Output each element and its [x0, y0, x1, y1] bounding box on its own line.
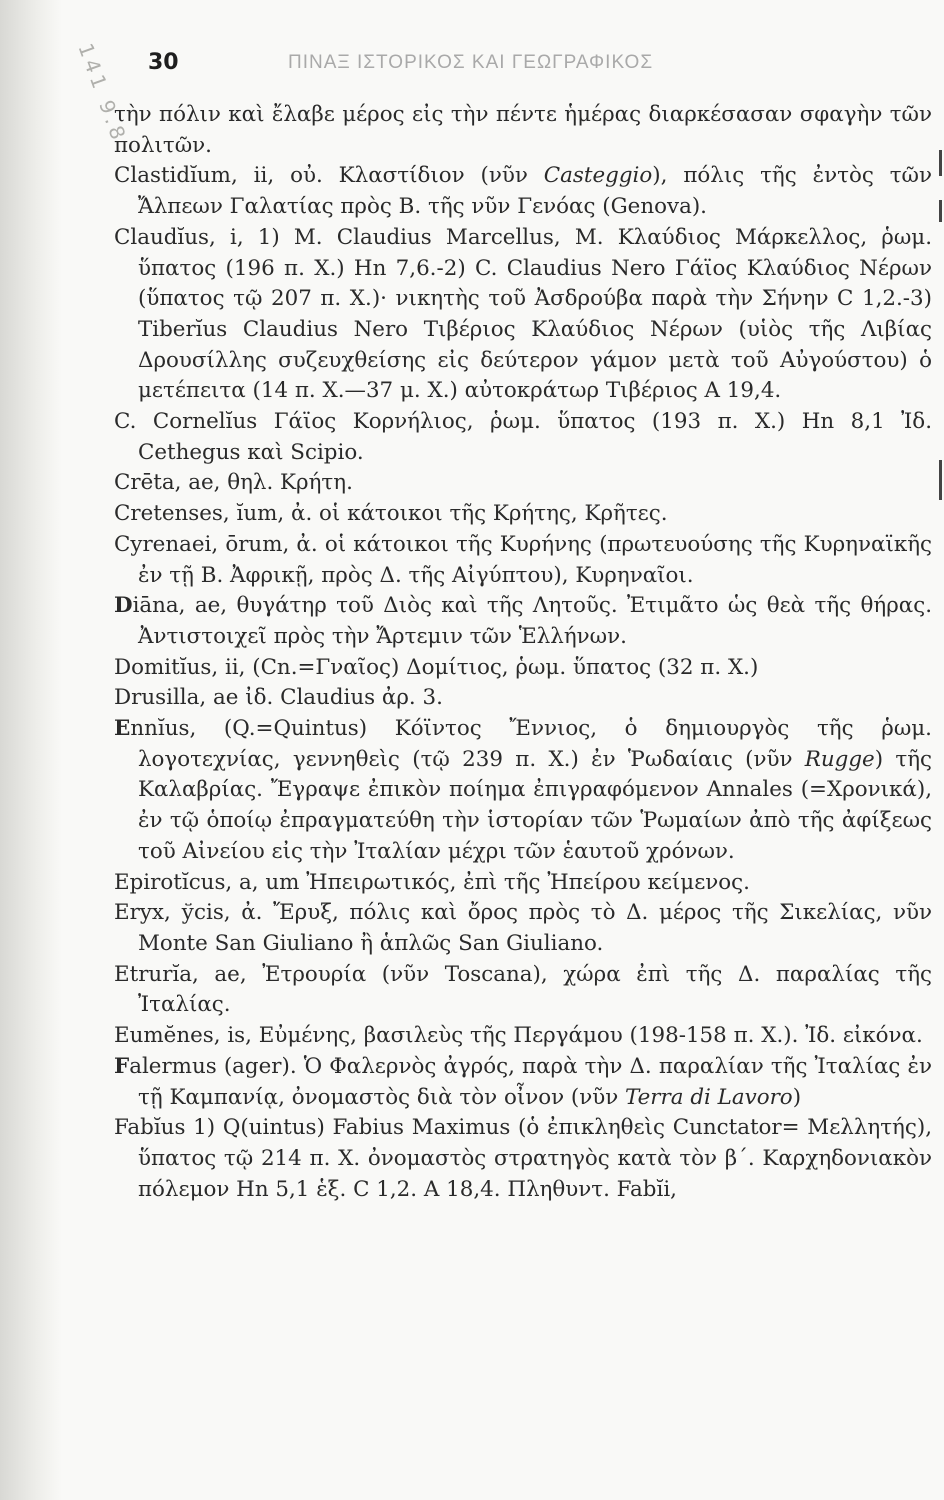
glossary-text [114, 100, 932, 1205]
glossary-entry [114, 1021, 932, 1052]
entry-italic-name: Terra di Lavoro [625, 1084, 793, 1110]
section-letter: F [114, 1053, 130, 1079]
glossary-entry [114, 714, 932, 868]
page-header [148, 50, 924, 78]
entry-text: Eryx, ўcis, ἀ. Ἔρυξ, πόλις καὶ ὄρος πρὸς τὸ Δ. μέρος τῆς Σικελίας, νῦν Monte San Giuliano ἢ ἁπλῶς San Giuliano. [114, 900, 932, 956]
glossary-entry [114, 1052, 932, 1113]
entry-text: τὴν πόλιν καὶ ἔλαβε μέρος εἰς τὴν πέντε ἡμέρας διαρκέσασαν σφαγὴν τῶν πολιτῶν. [114, 102, 932, 158]
glossary-entry [114, 683, 932, 714]
entry-text: Etrurĭa, ae, Ἐτρουρία (νῦν Toscana), χώρα ἐπὶ τῆς Δ. παραλίας τῆς Ἰταλίας. [114, 961, 932, 1018]
entry-text: Claudĭus, i, 1) M. Claudius Marcellus, M. Κλαύδιος Μάρκελλος, ῥωμ. ὕπατος (196 π. Χ.) Hn 7,6.-2) C. Claudius Nero Γάϊος Κλαύδιος Νέρων (ὕπατος τῷ 207 π. Χ.)· νικητὴς τοῦ Ἀσδρούβα παρὰ τὴν Σήνην C 1,2.-3) Tiberĭus Claudius Nero Τιβέριος Κλαύδιος Νέρων (υἱὸς τῆς Λιβίας Δρουσίλλης συζευχθείσης εἰς δεύτερον γάμον μετὰ τοῦ Αὐγούστου) ὁ μετέπειτα (14 π. Χ.—37 μ. Χ.) αὐτοκράτωρ Τιβέριος A 19,4. [114, 224, 932, 404]
entry-text: Cretenses, ĭum, ἀ. οἱ κάτοικοι τῆς Κρήτης, Κρῆτες. [114, 501, 668, 527]
page-gutter-shadow [0, 0, 62, 1500]
glossary-entry [114, 468, 932, 499]
entry-text: ) [792, 1084, 802, 1110]
entry-text: Eumĕnes, is, Εὐμένης, βασιλεὺς τῆς Περγάμου (198-158 π. Χ.). Ἰδ. εἰκόνα. [114, 1023, 923, 1049]
entry-text: C. Cornelĭus Γάϊος Κορνήλιος, ῥωμ. ὕπατος (193 π. Χ.) Hn 8,1 Ἰδ. Cethegus καὶ Scipio. [114, 409, 932, 465]
running-head: ΠΙΝΑΞ ΙΣΤΟΡΙΚΟΣ ΚΑΙ ΓΕΩΓΡΑΦΙΚΟΣ [288, 52, 654, 73]
margin-bracket-mark [939, 200, 942, 222]
glossary-entry [114, 530, 932, 591]
glossary-entry [114, 223, 932, 407]
entry-text: Drusilla, ae ἰδ. Claudius ἀρ. 3. [114, 685, 443, 711]
entry-text: nnĭus, (Q.=Quintus) Κόϊντος Ἔννιος, ὁ δημιουργὸς τῆς ῥωμ. λογοτεχνίας, γεννηθεὶς (τῷ 239 π. Χ.) ἐν Ῥωδαίαις (νῦν [130, 716, 932, 772]
glossary-entry [114, 499, 932, 530]
section-letter: D [114, 593, 133, 619]
glossary-entry [114, 868, 932, 899]
margin-bracket-mark [939, 460, 942, 500]
glossary-entry [114, 100, 932, 161]
glossary-entry [114, 898, 932, 959]
entry-italic-name: Casteggio [543, 163, 653, 189]
glossary-entry [114, 960, 932, 1021]
entry-text: Domitĭus, ii, (Cn.=Γναῖος) Δομίτιος, ῥωμ. ὕπατος (32 π. Χ.) [114, 654, 759, 680]
entry-italic-name: Rugge [804, 746, 875, 772]
entry-text: iāna, ae, θυγάτηρ τοῦ Διὸς καὶ τῆς Λητοῦς. Ἐτιμᾶτο ὡς θεὰ τῆς θήρας. Ἀντιστοιχεῖ πρὸς τὴν Ἄρτεμιν τῶν Ἑλλήνων. [132, 593, 932, 649]
glossary-entry [114, 653, 932, 684]
entry-text: Clastidĭum, ii, οὐ. Κλαστίδιον (νῦν [114, 163, 544, 189]
section-letter: E [114, 716, 131, 742]
glossary-entry [114, 407, 932, 468]
entry-text: Fabĭus 1) Q(uintus) Fabius Maximus (ὁ ἐπικληθεὶς Cunctator= Μελλητής), ὕπατος τῷ 214 π. Χ. ὀνομαστὸς στρατηγὸς κατὰ τὸν β΄. Καρχηδονιακὸν πόλεμον Hn 5,1 ἑξ. C 1,2. A 18,4. Πληθυντ. Fabĭi, [114, 1115, 932, 1202]
entry-text: Crēta, ae, θηλ. Κρήτη. [114, 470, 353, 496]
entry-text: Cyrenaei, ōrum, ἀ. οἱ κάτοικοι τῆς Κυρήνης (πρωτευούσης τῆς Κυρηναϊκῆς ἐν τῇ Β. Ἀφρικῇ, πρὸς Δ. τῆς Αἰγύπτου), Κυρηναῖοι. [114, 531, 932, 588]
glossary-entry [114, 161, 932, 222]
glossary-entry [114, 591, 932, 652]
entry-text: ) τῆς Καλαβρίας. Ἔγραψε ἐπικὸν ποίημα ἐπιγραφόμενον Annales (=Χρονικά), ἐν τῷ ὁποίῳ ἐπραγματεύθη τὴν ἱστορίαν τῶν Ῥωμαίων ἀπὸ τῆς ἀφίξεως τοῦ Αἰνείου εἰς τὴν Ἰταλίαν μέχρι τῶν ἑαυτοῦ χρόνων. [138, 746, 933, 864]
entry-text: ), πόλις τῆς ἐντὸς τῶν Ἄλπεων Γαλατίας πρὸς Β. τῆς νῦν Γενόας (Genova). [138, 163, 932, 220]
page-number: 30 [148, 50, 179, 75]
entry-text: alermus (ager). Ὁ Φαλερνὸς ἀγρός, παρὰ τὴν Δ. παραλίαν τῆς Ἰταλίας ἐν τῇ Καμπανίᾳ, ὀνομαστὸς διὰ τὸν οἶνον (νῦν [129, 1053, 932, 1110]
glossary-entry [114, 1113, 932, 1205]
pencil-annotation: 141 9.8 [73, 40, 132, 147]
entry-text: Epirotĭcus, a, um Ἠπειρωτικός, ἐπὶ τῆς Ἠπείρου κείμενος. [114, 869, 750, 895]
margin-bracket-mark [939, 150, 942, 176]
